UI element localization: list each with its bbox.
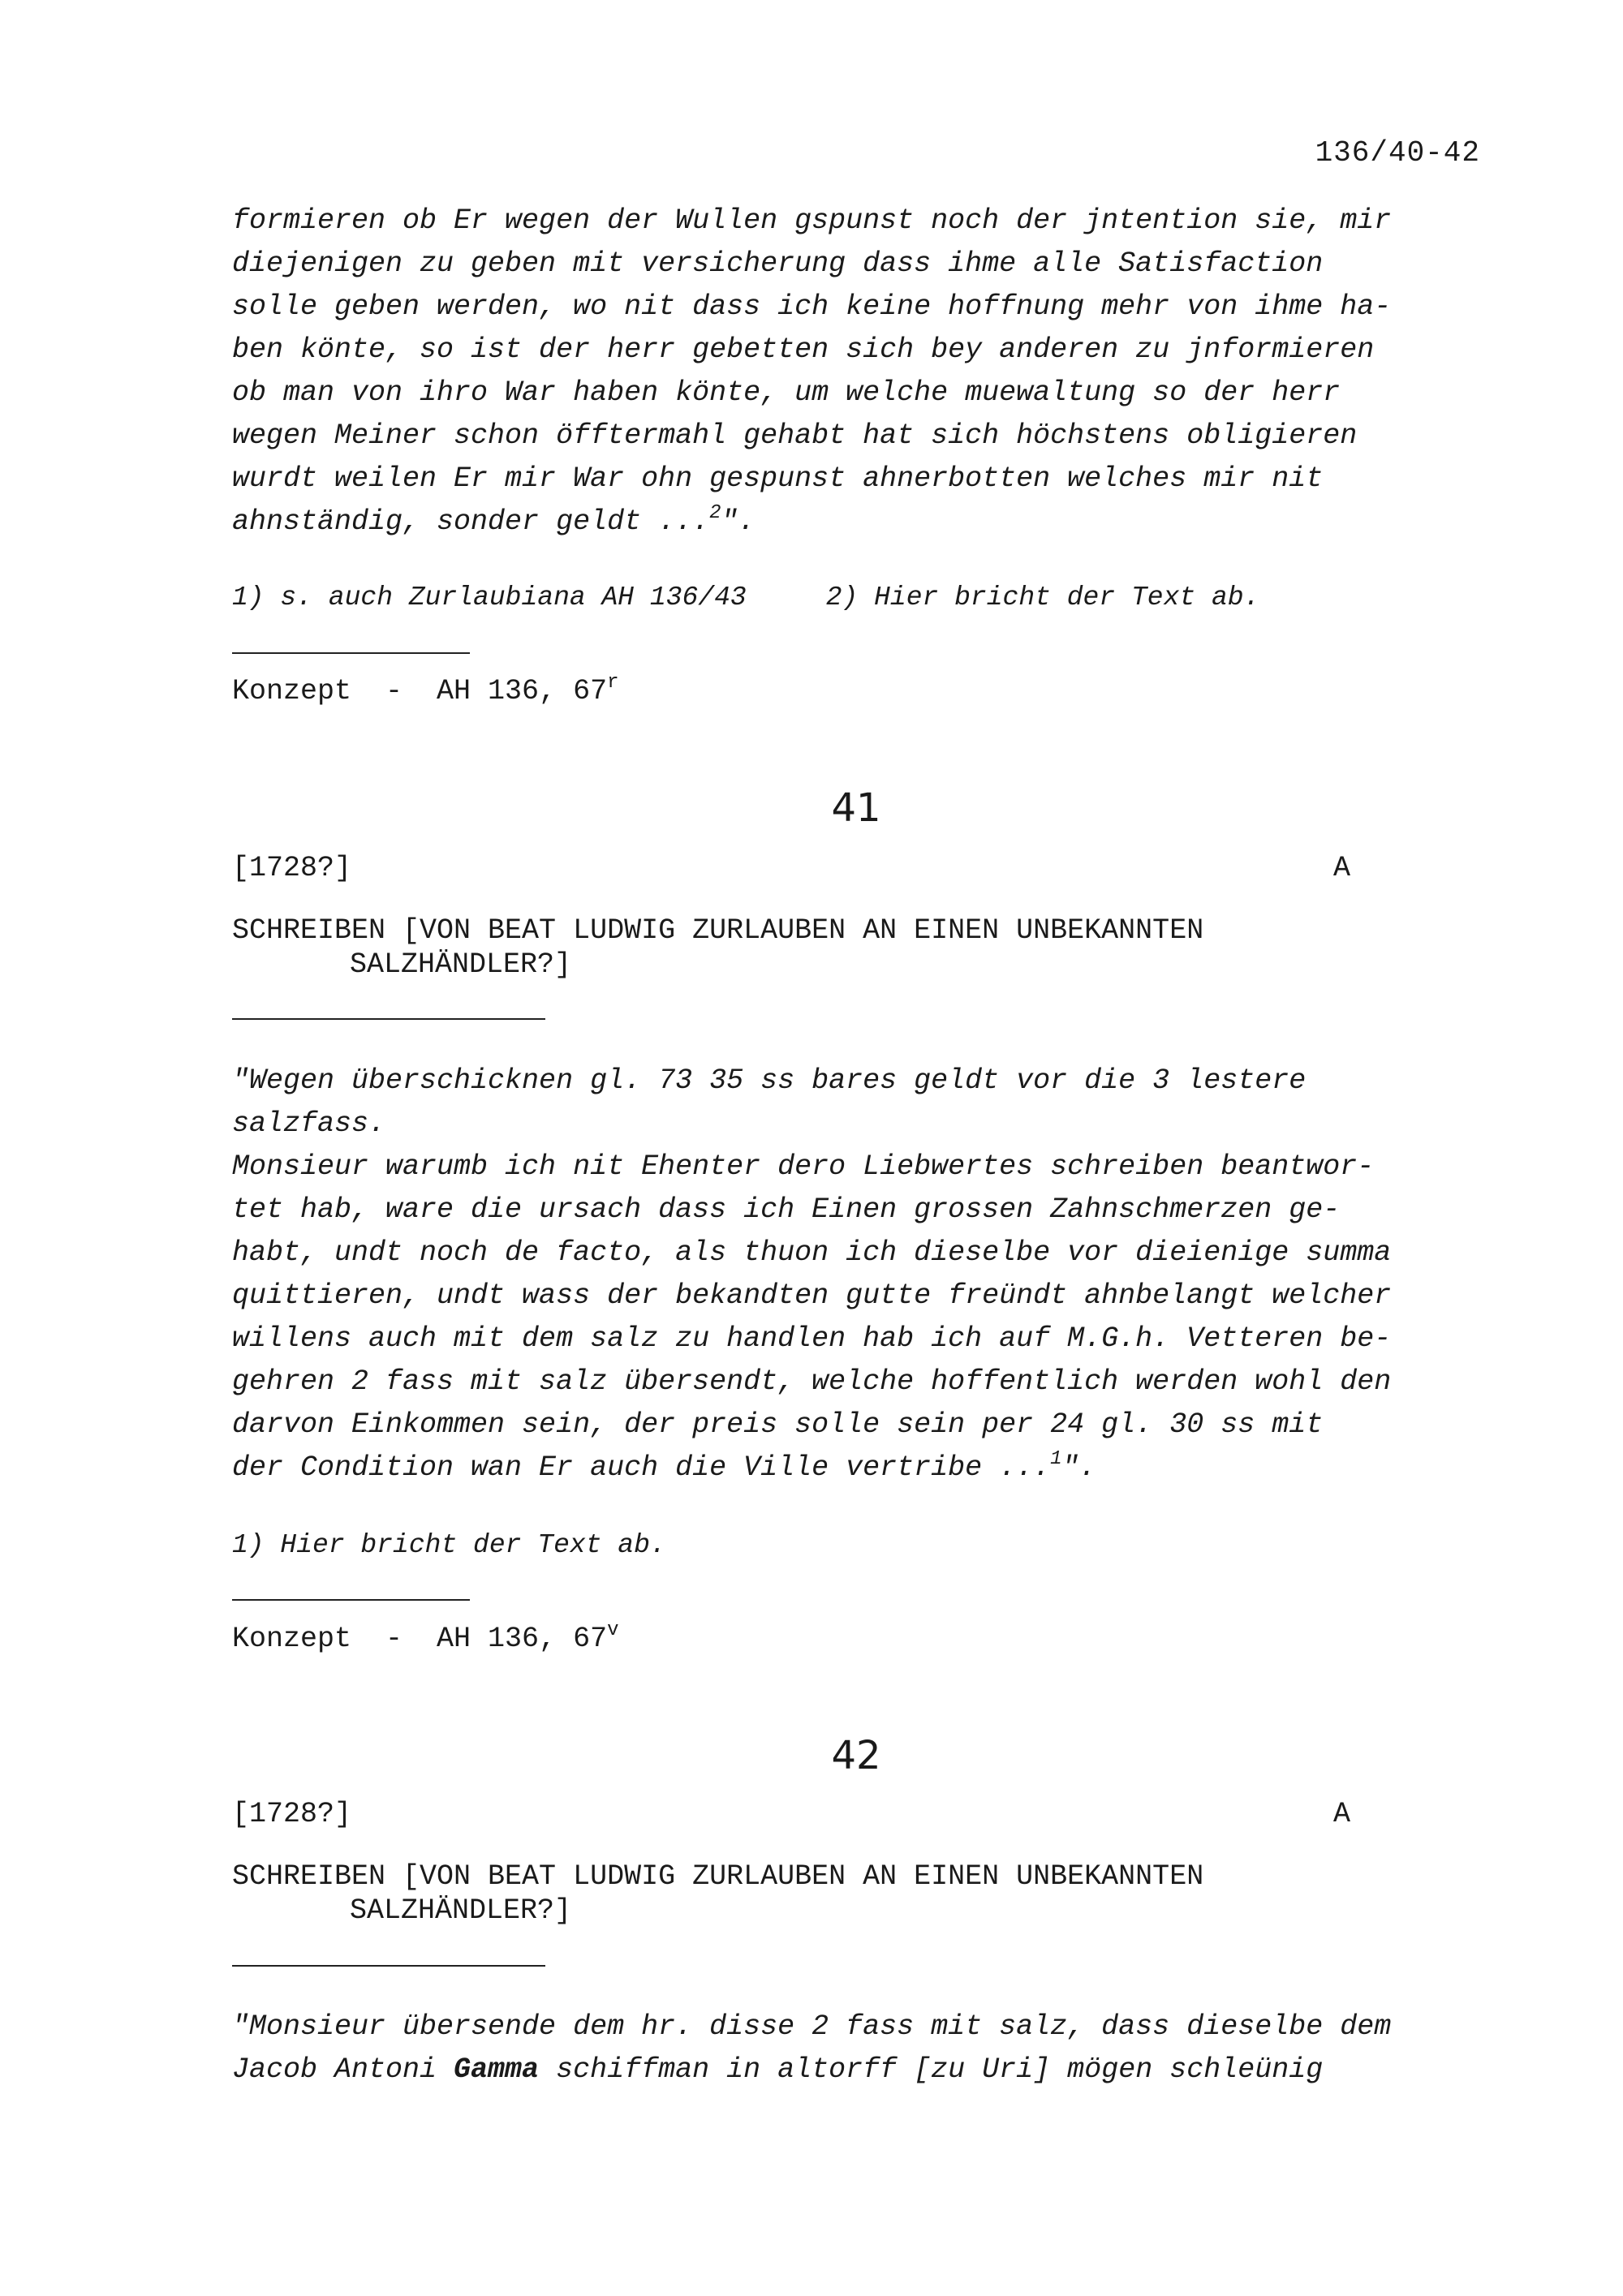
source-folio-side: v xyxy=(607,1619,619,1641)
source-text: Konzept - AH 136, 67 xyxy=(232,1623,608,1655)
page-reference: 136/40-42 xyxy=(1315,136,1480,170)
doc41-number: 41 xyxy=(831,785,881,831)
text-line: formieren ob Er wegen der Wullen gspunst noch der jntention sie, mir xyxy=(232,204,1392,237)
title-line: SCHREIBEN [VON BEAT LUDWIG ZURLAUBEN AN EINEN UNBEKANNTEN xyxy=(232,1860,1204,1893)
title-line: SALZHÄNDLER?] xyxy=(350,1894,572,1927)
text-line xyxy=(232,501,1498,544)
footnote-marker: 2 xyxy=(709,502,721,524)
doc41-title xyxy=(232,914,1530,982)
divider-rule xyxy=(232,652,470,654)
text-line: ob man von ihro War haben könte, um welche muewaltung so der herr xyxy=(232,376,1341,409)
doc40-footnotes xyxy=(232,583,1259,613)
text-line xyxy=(232,2049,1498,2092)
title-line: SCHREIBEN [VON BEAT LUDWIG ZURLAUBEN AN EINEN UNBEKANNTEN xyxy=(232,914,1204,947)
text-line-part: ". xyxy=(1061,1451,1096,1484)
text-line: solle geben werden, wo nit dass ich keine hoffnung mehr von ihme ha- xyxy=(232,290,1392,323)
doc41-footnotes xyxy=(232,1530,666,1560)
text-line: ben könte, so ist der herr gebetten sich bey anderen zu jnformieren xyxy=(232,333,1375,366)
text-line: tet hab, ware die ursach dass ich Einen grossen Zahnschmerzen ge- xyxy=(232,1193,1341,1226)
doc41-letter-text xyxy=(232,1060,1498,1490)
text-line-part: schiffman in altorff [zu Uri] mögen schleünig xyxy=(539,2053,1324,2086)
doc42-number: 42 xyxy=(831,1733,881,1778)
text-line-part: der Condition wan Er auch die Ville vertribe ... xyxy=(232,1451,1051,1484)
text-line: wurdt weilen Er mir War ohn gespunst ahnerbotten welches mir nit xyxy=(232,462,1324,495)
source-folio-side: r xyxy=(607,672,619,694)
text-line-part: Jacob Antoni xyxy=(232,2053,454,2086)
footnote: 2) Hier bricht der Text ab. xyxy=(825,583,1260,613)
doc42-letter-text xyxy=(232,2006,1498,2092)
text-line: darvon Einkommen sein, der preis solle sein per 24 gl. 30 ss mit xyxy=(232,1408,1324,1441)
doc41-kind: A xyxy=(1332,852,1350,884)
title-line: SALZHÄNDLER?] xyxy=(350,948,572,981)
doc40-letter-text xyxy=(232,200,1498,544)
doc42-kind: A xyxy=(1332,1798,1350,1830)
text-line: salzfass. xyxy=(232,1107,386,1140)
doc41-source-reference xyxy=(232,1619,619,1655)
text-line: Monsieur warumb ich nit Ehenter dero Liebwertes schreiben beantwor- xyxy=(232,1150,1375,1183)
divider-rule xyxy=(232,1018,545,1020)
text-line-part: ". xyxy=(721,505,756,538)
text-line: habt, undt noch de facto, als thuon ich dieselbe vor dieienige summa xyxy=(232,1236,1392,1269)
person-name: Gamma xyxy=(454,2053,540,2086)
text-line-part: ahnständig, sonder geldt ... xyxy=(232,505,710,538)
text-line: wegen Meiner schon öfftermahl gehabt hat sich höchstens obligieren xyxy=(232,419,1358,452)
footnote: 1) s. auch Zurlaubiana AH 136/43 xyxy=(232,583,747,613)
doc41-date: [1728?] xyxy=(232,852,352,884)
doc42-date-line xyxy=(232,1798,1350,1830)
doc40-source-reference xyxy=(232,672,619,707)
text-line: quittieren, undt wass der bekandten gutte freündt ahnbelangt welcher xyxy=(232,1279,1392,1312)
text-line: diejenigen zu geben mit versicherung dass ihme alle Satisfaction xyxy=(232,247,1324,280)
doc41-date-line xyxy=(232,852,1350,884)
footnote: 1) Hier bricht der Text ab. xyxy=(232,1530,666,1560)
source-text: Konzept - AH 136, 67 xyxy=(232,675,608,707)
text-line: "Wegen überschicknen gl. 73 35 ss bares geldt vor die 3 lestere xyxy=(232,1064,1307,1097)
text-line: willens auch mit dem salz zu handlen hab ich auf M.G.h. Vetteren be- xyxy=(232,1322,1392,1355)
doc42-title xyxy=(232,1860,1530,1928)
text-line xyxy=(232,1447,1498,1490)
divider-rule xyxy=(232,1965,545,1967)
text-line: "Monsieur übersende dem hr. disse 2 fass mit salz, dass dieselbe dem xyxy=(232,2010,1392,2043)
footnote-marker: 1 xyxy=(1050,1448,1062,1470)
divider-rule xyxy=(232,1599,470,1601)
doc42-date: [1728?] xyxy=(232,1798,352,1830)
text-line: gehren 2 fass mit salz übersendt, welche hoffentlich werden wohl den xyxy=(232,1365,1392,1398)
